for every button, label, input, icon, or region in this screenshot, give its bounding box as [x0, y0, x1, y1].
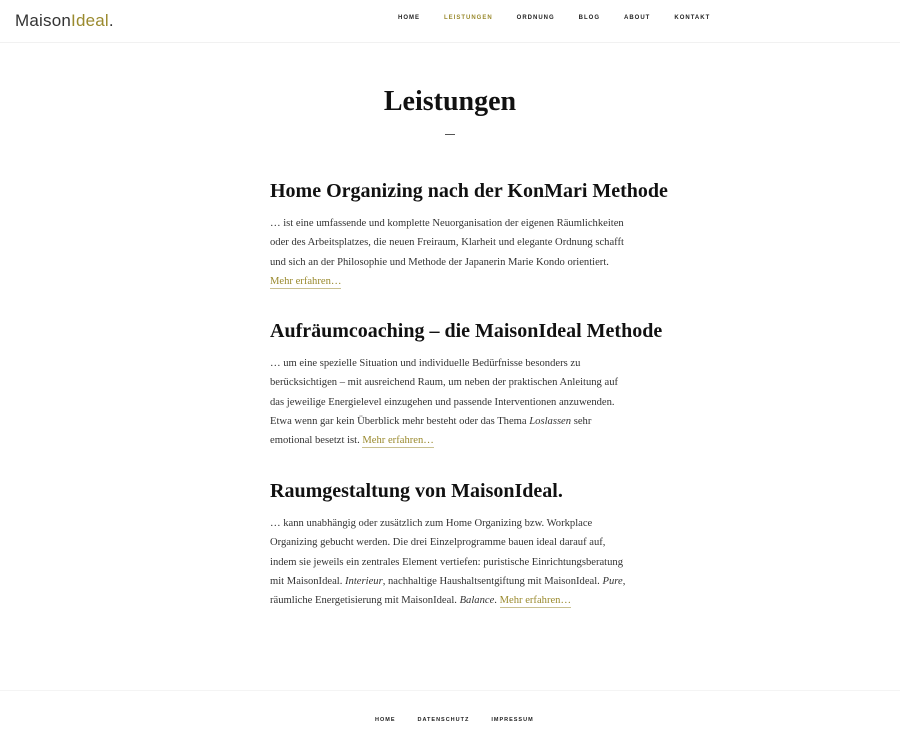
emphasis-text: Interieur: [345, 575, 383, 587]
page-title: Leistungen: [383, 86, 517, 117]
section-text: [270, 354, 632, 450]
section-text: [270, 214, 632, 291]
site-header: [0, 0, 900, 43]
more-link[interactable]: Mehr erfahren…: [499, 595, 572, 607]
footer-datenschutz[interactable]: DATENSCHUTZ: [417, 717, 470, 723]
footer-home[interactable]: HOME: [375, 717, 396, 723]
logo-text-maison: Maison: [15, 11, 72, 30]
section-heading: Aufräumcoaching – die MaisonIdeal Methode: [270, 320, 663, 342]
section-heading: Home Organizing nach der KonMari Methode: [270, 180, 668, 202]
section-body: , räumliche Energetisierung mit MaisonIdeal.: [270, 575, 626, 607]
emphasis-text: Loslassen: [529, 415, 572, 427]
logo-text-ideal: Ideal: [71, 11, 109, 30]
section-heading: Raumgestaltung von MaisonIdeal.: [270, 480, 563, 502]
section-body: … kann unabhängig oder zusätzlich zum Home Organizing bzw. Workplace Organizing gebucht werden. Die drei Einzelprogramme bauen ideal darauf auf, indem sie jeweils ein zentrales Element vertiefen: puristische Einrichtungsberatung mit MaisonIdeal.: [270, 518, 624, 587]
footer-nav: [375, 717, 556, 723]
nav-kontakt[interactable]: KONTAKT: [674, 15, 711, 21]
footer-impressum[interactable]: IMPRESSUM: [491, 717, 534, 723]
section-home-organizing: [270, 180, 668, 291]
emphasis-text: Pure: [602, 575, 623, 587]
main-nav: [398, 15, 734, 21]
more-link[interactable]: Mehr erfahren…: [362, 435, 434, 447]
more-link[interactable]: Mehr erfahren…: [270, 275, 342, 287]
nav-blog[interactable]: BLOG: [578, 15, 601, 21]
logo-dot: .: [108, 11, 114, 30]
nav-about[interactable]: ABOUT: [624, 15, 651, 21]
section-body: .: [494, 595, 497, 607]
section-text: [270, 514, 632, 610]
site-footer: [0, 690, 900, 743]
section-body: … um eine spezielle Situation und individuelle Bedürfnisse besonders zu berücksichtigen – mit ausreichend Raum, um neben der praktischen Anleitung auf das jeweilige Energielevel einzugehen und passende Interventionen anzuwenden. Etwa wenn gar kein Überblick mehr besteht oder das Thema: [270, 358, 619, 427]
section-body: … ist eine umfassende und komplette Neuorganisation der eigenen Räumlichkeiten oder des Arbeitsplatzes, die neuen Freiraum, Klarheit und elegante Ordnung schafft und sich an der Philosophie und Methode der Japanerin Marie Kondo orientiert.: [270, 218, 624, 268]
nav-ordnung[interactable]: ORDNUNG: [516, 15, 555, 21]
section-body: sehr emotional besetzt ist.: [270, 415, 592, 447]
nav-leistungen[interactable]: LEISTUNGEN: [444, 15, 493, 21]
section-body: , nachhaltige Haushaltsentgiftung mit MaisonIdeal.: [382, 575, 603, 587]
section-aufraeumcoaching: [270, 320, 663, 450]
section-raumgestaltung: [270, 480, 632, 610]
title-divider: [445, 134, 455, 135]
nav-home[interactable]: HOME: [398, 15, 420, 21]
site-logo[interactable]: [15, 11, 114, 31]
emphasis-text: Balance: [459, 595, 495, 607]
